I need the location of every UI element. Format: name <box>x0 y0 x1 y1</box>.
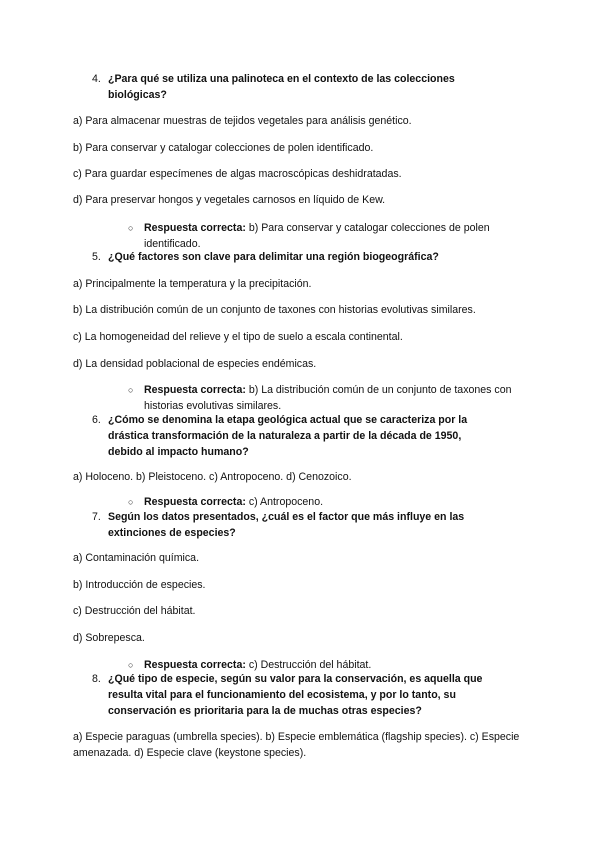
option-a: a) Contaminación química. <box>73 552 200 564</box>
question-text: ¿Cómo se denomina la etapa geológica actual que se caracteriza por la drástica transformación de la naturaleza a partir de la década de 1950, debido al impacto humano? <box>108 414 468 458</box>
answer-text: b) Para conservar y catalogar colecciones de polen identificado. <box>144 222 490 250</box>
option-b: b) Introducción de especies. <box>73 579 206 591</box>
question-text: ¿Para qué se utiliza una palinoteca en el contexto de las colecciones biológicas? <box>108 73 455 101</box>
option-c: c) Para guardar especímenes de algas macroscópicas deshidratadas. <box>73 168 402 180</box>
answer-text: c) Antropoceno. <box>248 496 324 508</box>
option-a: a) Principalmente la temperatura y la precipitación. <box>73 278 312 290</box>
question-number: 4. <box>92 73 101 85</box>
question-text: ¿Qué factores son clave para delimitar una región biogeográfica? <box>108 251 439 263</box>
option-d: d) Para preservar hongos y vegetales carnosos en líquido de Kew. <box>73 194 386 206</box>
answer-label: Respuesta correcta: <box>144 659 246 671</box>
question-number: 5. <box>92 251 101 263</box>
question-text: Según los datos presentados, ¿cuál es el factor que más influye en las extinciones de especies? <box>108 511 465 539</box>
option-b: b) Para conservar y catalogar colecciones de polen identificado. <box>73 142 374 154</box>
answer-text: b) La distribución común de un conjunto de taxones con historias evolutivas similares. <box>144 384 512 412</box>
option-c: c) La homogeneidad del relieve y el tipo de suelo a escala continental. <box>73 331 403 343</box>
option-d: d) La densidad poblacional de especies endémicas. <box>73 358 317 370</box>
answer-label: Respuesta correcta: <box>144 496 246 508</box>
bullet-circle-icon: ○ <box>128 223 134 233</box>
option-d: d) Sobrepesca. <box>73 632 145 644</box>
bullet-circle-icon: ○ <box>128 497 134 507</box>
question-5 <box>92 249 492 265</box>
question-6 <box>92 412 492 460</box>
question-7 <box>92 509 492 541</box>
question-number: 8. <box>92 673 101 685</box>
answer-4 <box>128 220 518 252</box>
question-4 <box>92 71 492 103</box>
answer-label: Respuesta correcta: <box>144 222 246 234</box>
option-a: a) Para almacenar muestras de tejidos vegetales para análisis genético. <box>73 115 412 127</box>
question-number: 7. <box>92 511 101 523</box>
question-text: ¿Qué tipo de especie, según su valor para la conservación, es aquella que resulta vital para el funcionamiento del ecosistema, y por lo tanto, su conservación es prioritaria para la de muchas otras especies? <box>108 673 483 717</box>
answer-5 <box>128 382 518 414</box>
option-c: c) Destrucción del hábitat. <box>73 605 196 617</box>
answer-text: c) Destrucción del hábitat. <box>248 659 372 671</box>
question-8 <box>92 671 492 719</box>
answer-label: Respuesta correcta: <box>144 384 246 396</box>
option-b: b) La distribución común de un conjunto de taxones con historias evolutivas similares. <box>73 304 476 316</box>
bullet-circle-icon: ○ <box>128 385 134 395</box>
bullet-circle-icon: ○ <box>128 660 134 670</box>
answer-6 <box>128 494 518 510</box>
options-inline: a) Holoceno. b) Pleistoceno. c) Antropoceno. d) Cenozoico. <box>73 471 352 483</box>
options-inline: a) Especie paraguas (umbrella species). b) Especie emblemática (flagship species). c) Especie amenazada. d) Especie clave (keystone species). <box>73 731 520 759</box>
question-number: 6. <box>92 414 101 426</box>
